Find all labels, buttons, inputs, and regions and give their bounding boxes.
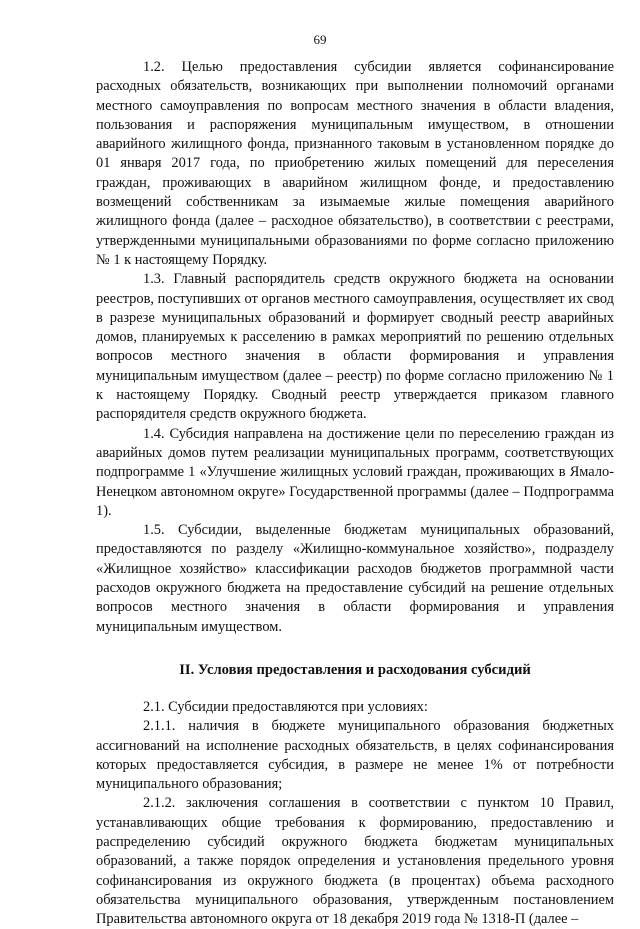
document-body bbox=[96, 58, 614, 929]
page-number: 69 bbox=[313, 32, 327, 47]
paragraph-2-1-1: 2.1.1. наличия в бюджете муниципального образования бюджетных ассигнований на исполнение расходных обязательств, в целях софинансирования которых предоставляется субсидия, в размере не менее 1% от потребности муниципального образования; bbox=[96, 718, 614, 793]
paragraph-1-5: 1.5. Субсидии, выделенные бюджетам муниципальных образований, предоставляются по разделу «Жилищно-коммунальное хозяйство», подразделу «Жилищное хозяйство» классификации расходов бюджетов программной части расходов окружного бюджета на предоставление субсидий на решение отдельных вопросов местного значения в области формирования и управления муниципальным имуществом. bbox=[96, 522, 614, 635]
paragraph-2-1: 2.1. Субсидии предоставляются при условиях: bbox=[143, 698, 428, 715]
paragraph-1-2: 1.2. Целью предоставления субсидии является софинансирование расходных обязательств, возникающих при выполнении полномочий органами местного самоуправления по вопросам местного значения в области владения, пользования и распоряжения муниципальным имуществом, в отношении аварийного жилищного фонда, признанного таковым в установленном порядке до 01 января 2017 года, по приобретению жилых помещений для переселения граждан, проживающих в аварийном жилищном фонде, и предоставлению возмещений собственникам за изымаемые жилые помещения аварийного жилищного фонда (далее – расходное обязательство), в соответствии с реестрами, утвержденными муниципальными образованиями по форме согласно приложению № 1 к настоящему Порядку. bbox=[96, 59, 614, 268]
section-heading: II. Условия предоставления и расходования субсидий bbox=[179, 661, 531, 678]
paragraph-1-4: 1.4. Субсидия направлена на достижение цели по переселению граждан из аварийных домов путем реализации муниципальных программ, соответствующих подпрограмме 1 «Улучшение жилищных условий граждан, проживающих в Ямало-Ненецком автономном округе» Государственной программы (далее – Подпрограмма 1). bbox=[96, 425, 614, 519]
paragraph-1-3: 1.3. Главный распорядитель средств окружного бюджета на основании реестров, поступивших от органов местного самоуправления, осуществляет их свод в разрезе муниципальных образований и формирует сводный реестр аварийных домов, планируемых к расселению в рамках мероприятий по решению отдельных вопросов местного значения в области формирования и управления муниципальным имуществом (далее – реестр) по форме согласно приложению № 1 к настоящему Порядку. Сводный реестр утверждается приказом главного распорядителя средств окружного бюджета. bbox=[96, 271, 614, 423]
paragraph-2-1-2: 2.1.2. заключения соглашения в соответствии с пунктом 10 Правил, устанавливающих общие требования к формированию, предоставлению и распределению субсидий окружного бюджета бюджетам муниципальных образований, а также порядок определения и установления предельного уровня софинансирования из окружного бюджета (в процентах) объема расходного обязательства муниципального образования, утвержденным постановлением Правительства автономного округа от 18 декабря 2019 года № 1318-П (далее – bbox=[96, 795, 614, 928]
